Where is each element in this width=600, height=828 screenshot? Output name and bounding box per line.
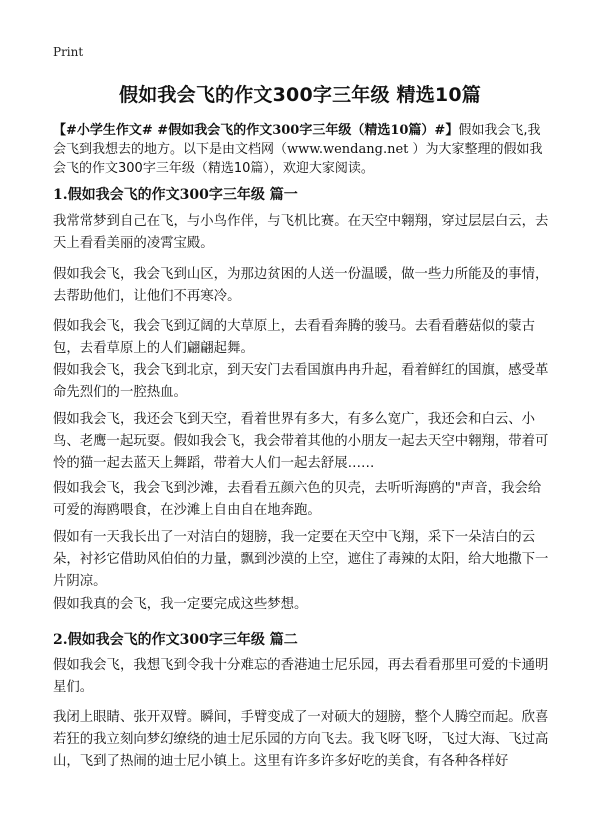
paragraph: 假如有一天我长出了一对洁白的翅膀，我一定要在天空中飞翔，采下一朵洁白的云朵，衬衫它借助风伯伯的力量，飘到沙漠的上空，遮住了毒辣的太阳，给大地撒下一片阴凉。 [53, 530, 549, 589]
paragraph: 假如我会飞，我会飞到沙滩，去看看五颜六色的贝壳，去听听海鸥的"声音，我会给可爱的海鸥喂食，在沙滩上自由自在地奔跑。 [53, 481, 542, 518]
section-heading-1: 1.假如我会飞的作文300字三年级 篇一 [53, 187, 298, 203]
paragraph: 假如我会飞，我想飞到令我十分难忘的香港迪士尼乐园，再去看看那里可爱的卡通明星们。 [53, 658, 549, 695]
paragraph: 假如我会飞，我会飞到辽阔的大草原上，去看看奔腾的骏马。去看看蘑菇似的蒙古包，去看草原上的人们翩翩起舞。 [53, 319, 536, 356]
intro-text-after-url: ）为大家整理的假如我会飞的作文300字三年级（精选10篇），欢迎大家阅读。 [53, 142, 543, 176]
paragraph: 假如我真的会飞，我一定要完成这些梦想。 [53, 597, 308, 612]
print-link[interactable]: Print [53, 45, 84, 59]
intro-url: www.wendang.net [287, 142, 409, 157]
page-title: 假如我会飞的作文300字三年级 精选10篇 [119, 84, 481, 106]
intro-tag: 【#小学生作文# #假如我会飞的作文300字三年级（精选10篇）#】 [53, 123, 459, 138]
section-heading-2: 2.假如我会飞的作文300字三年级 篇二 [53, 632, 298, 648]
paragraph: 假如我会飞，我会飞到北京，到天安门去看国旗冉冉升起，看着鲜红的国旗，感受革命先烈们的一腔热血。 [53, 363, 549, 400]
paragraph: 我常常梦到自己在飞，与小鸟作伴，与飞机比赛。在天空中翱翔，穿过层层白云，去天上看看美丽的凌霄宝殿。 [53, 214, 549, 251]
paragraph: 假如我会飞，我会飞到山区，为那边贫困的人送一份温暖，做一些力所能及的事情，去帮助他们，让他们不再寒冷。 [53, 267, 549, 304]
paragraph: 假如我会飞，我还会飞到天空，看着世界有多大，有多么宽广，我还会和白云、小鸟、老鹰一起玩耍。假如我会飞，我会带着其他的小朋友一起去天空中翱翔，带着可怜的猫一起去蓝天上舞蹈，带着大人们一起去舒展…… [53, 412, 549, 471]
intro-paragraph [53, 121, 551, 178]
intro-text-before-url: 假如我会飞,我会飞到我想去的地方。以下是由文档网（ [53, 123, 541, 157]
paragraph: 我闭上眼睛、张开双臂。瞬间，手臂变成了一对硕大的翅膀，整个人腾空而起。欣喜若狂的我立刻向梦幻缭绕的迪士尼乐园的方向飞去。我飞呀飞呀，飞过大海、飞过高山，飞到了热闹的迪士尼小镇上。这里有许多许多好吃的美食，有各种各样好 [53, 710, 549, 769]
